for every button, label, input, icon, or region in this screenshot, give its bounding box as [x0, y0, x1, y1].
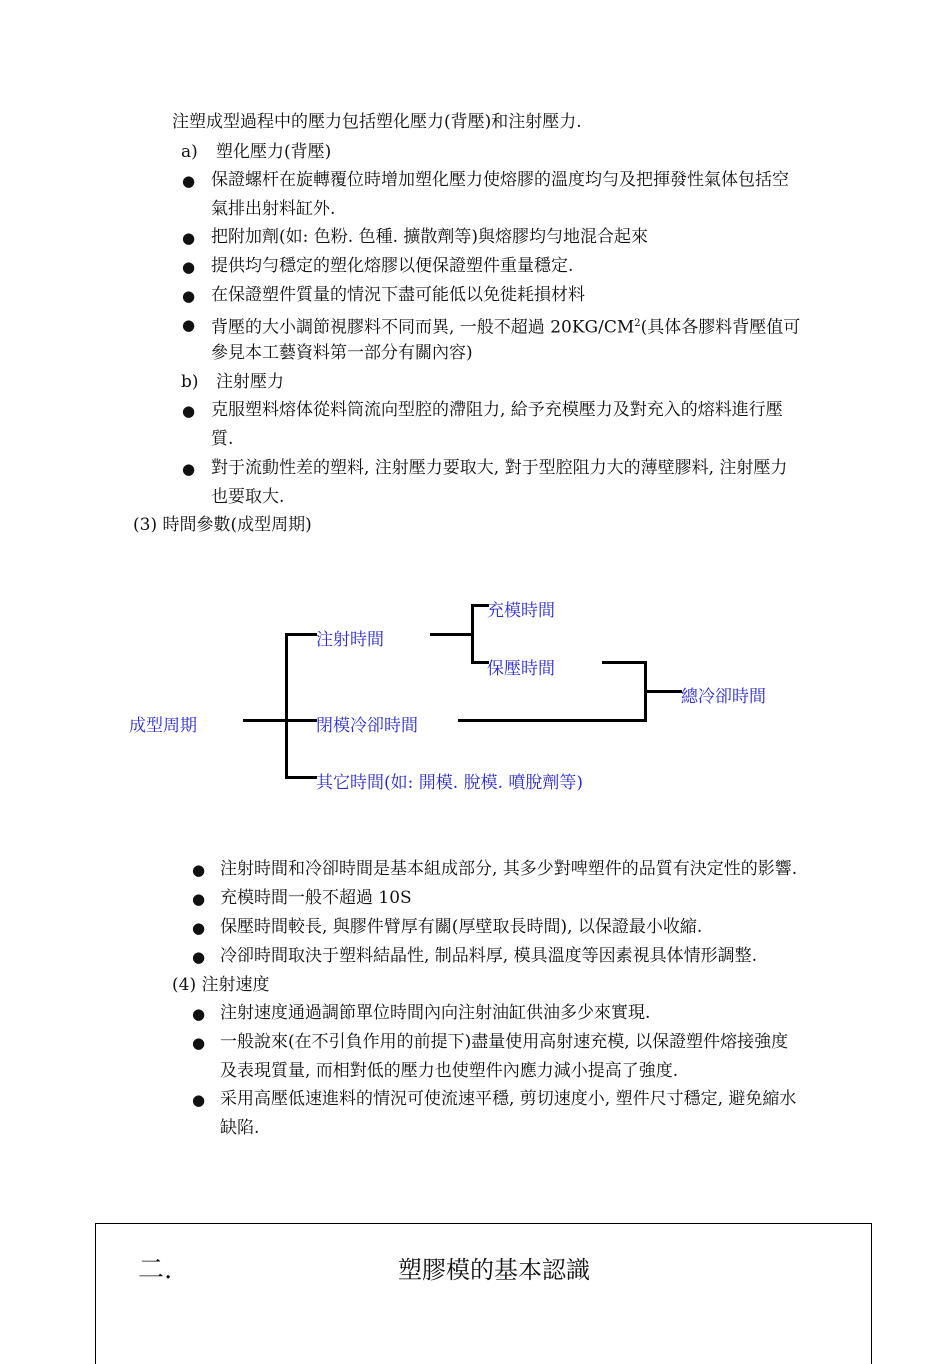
branch-total-cool [644, 690, 682, 693]
a-bullet-5-line2: 參見本工藝資料第一部分有關內容) [211, 343, 473, 363]
a-bullet-5-post: (具体各膠料背壓值可 [640, 317, 801, 338]
diagram-root-label: 成型周期 [129, 716, 197, 736]
s3-bullet-1: 注射時間和冷卻時間是基本組成部分, 其多少對啤塑件的品質有決定性的影響. [220, 859, 798, 879]
branch-other [285, 776, 317, 779]
bullet-icon: ● [182, 316, 196, 334]
section-4-heading: (4) 注射速度 [172, 975, 270, 995]
sub-b-label: 注射壓力 [216, 372, 284, 392]
s4-bullet-3-line1: 采用高壓低速進料的情況可使流速平穩, 剪切速度小, 塑件尺寸穩定, 避免縮水 [220, 1089, 797, 1109]
section-3-heading: (3) 時間參數(成型周期) [133, 515, 312, 535]
inject-bracket-vertical [471, 604, 474, 664]
bullet-icon: ● [192, 1005, 206, 1023]
diagram-other-label: 其它時間(如: 開模. 脫模. 噴脫劑等) [316, 773, 584, 793]
superscript-2: 2 [634, 318, 641, 329]
branch-inject [285, 633, 317, 636]
b-bullet-1-line1: 克服塑料熔体從料筒流向型腔的滯阻力, 給予充模壓力及對充入的熔料進行壓 [211, 400, 783, 420]
root-connector [243, 719, 288, 722]
diagram-inject-label: 注射時間 [316, 630, 384, 650]
s3-bullet-2: 充模時間一般不超過 10S [220, 888, 412, 908]
branch-close-cool [285, 719, 317, 722]
bullet-icon: ● [182, 172, 196, 190]
diagram-fill-label: 充模時間 [487, 601, 555, 621]
diagram-hold-label: 保壓時間 [487, 659, 555, 679]
chapter-title: 塑膠模的基本認識 [398, 1256, 590, 1284]
b-bullet-2-line1: 對于流動性差的塑料, 注射壓力要取大, 對于型腔阻力大的薄壁膠料, 注射壓力 [211, 458, 788, 478]
bullet-icon: ● [192, 1034, 206, 1052]
s4-bullet-1: 注射速度通過調節單位時間內向注射油缸供油多少來實現. [220, 1003, 651, 1023]
a-bullet-3: 提供均勻穩定的塑化熔膠以便保證塑件重量穩定. [211, 256, 574, 276]
sub-a-label: 塑化壓力(背壓) [216, 142, 332, 162]
main-bracket-vertical [285, 633, 288, 779]
bullet-icon: ● [182, 258, 196, 276]
bullet-icon: ● [182, 402, 196, 420]
sub-b-marker: b) [181, 372, 199, 392]
bullet-icon: ● [192, 861, 206, 879]
a-bullet-5-pre: 背壓的大小調節視膠料不同而異, 一般不超過 20KG/CM [211, 317, 635, 338]
bullet-icon: ● [192, 948, 206, 966]
s4-bullet-2-line1: 一般說來(在不引負作用的前提下)盡量使用高射速充模, 以保證塑件熔接強度 [220, 1032, 789, 1052]
a-bullet-4: 在保證塑件質量的情況下盡可能低以免徙耗損材料 [211, 285, 585, 305]
intro-text: 注塑成型過程中的壓力包括塑化壓力(背壓)和注射壓力. [172, 112, 582, 132]
close-cool-connector [458, 719, 647, 722]
chapter-number: 二. [138, 1255, 173, 1285]
diagram-close-cool-label: 閉模冷卻時間 [316, 716, 418, 736]
chapter-heading-box [95, 1223, 872, 1364]
a-bullet-1-line1: 保證螺杆在旋轉覆位時增加塑化壓力使熔膠的溫度均勻及把揮發性氣体包括空 [211, 170, 789, 190]
a-bullet-2: 把附加劑(如: 色粉. 色種. 擴散劑等)與熔膠均勻地混合起來 [211, 227, 649, 247]
s4-bullet-2-line2: 及表現質量, 而相對低的壓力也使塑件內應力減小提高了強度. [220, 1061, 679, 1081]
inject-connector [430, 633, 474, 636]
bullet-icon: ● [182, 287, 196, 305]
bullet-icon: ● [182, 460, 196, 478]
a-bullet-1-line2: 氣排出射料缸外. [211, 199, 336, 219]
bullet-icon: ● [192, 890, 206, 908]
a-bullet-5-line1 [211, 314, 800, 338]
hold-connector [602, 661, 647, 664]
bullet-icon: ● [192, 919, 206, 937]
b-bullet-2-line2: 也要取大. [211, 487, 285, 507]
s3-bullet-4: 冷卻時間取決于塑料結晶性, 制品料厚, 模具溫度等因素視具体情形調整. [220, 946, 758, 966]
s3-bullet-3: 保壓時間較長, 與膠件臂厚有關(厚壁取長時間), 以保證最小收縮. [220, 917, 703, 937]
b-bullet-1-line2: 質. [211, 429, 234, 449]
s4-bullet-3-line2: 缺陷. [220, 1118, 260, 1138]
bullet-icon: ● [182, 229, 196, 247]
bullet-icon: ● [192, 1091, 206, 1109]
sub-a-marker: a) [181, 142, 198, 162]
diagram-total-cool-label: 總冷卻時間 [681, 687, 766, 707]
